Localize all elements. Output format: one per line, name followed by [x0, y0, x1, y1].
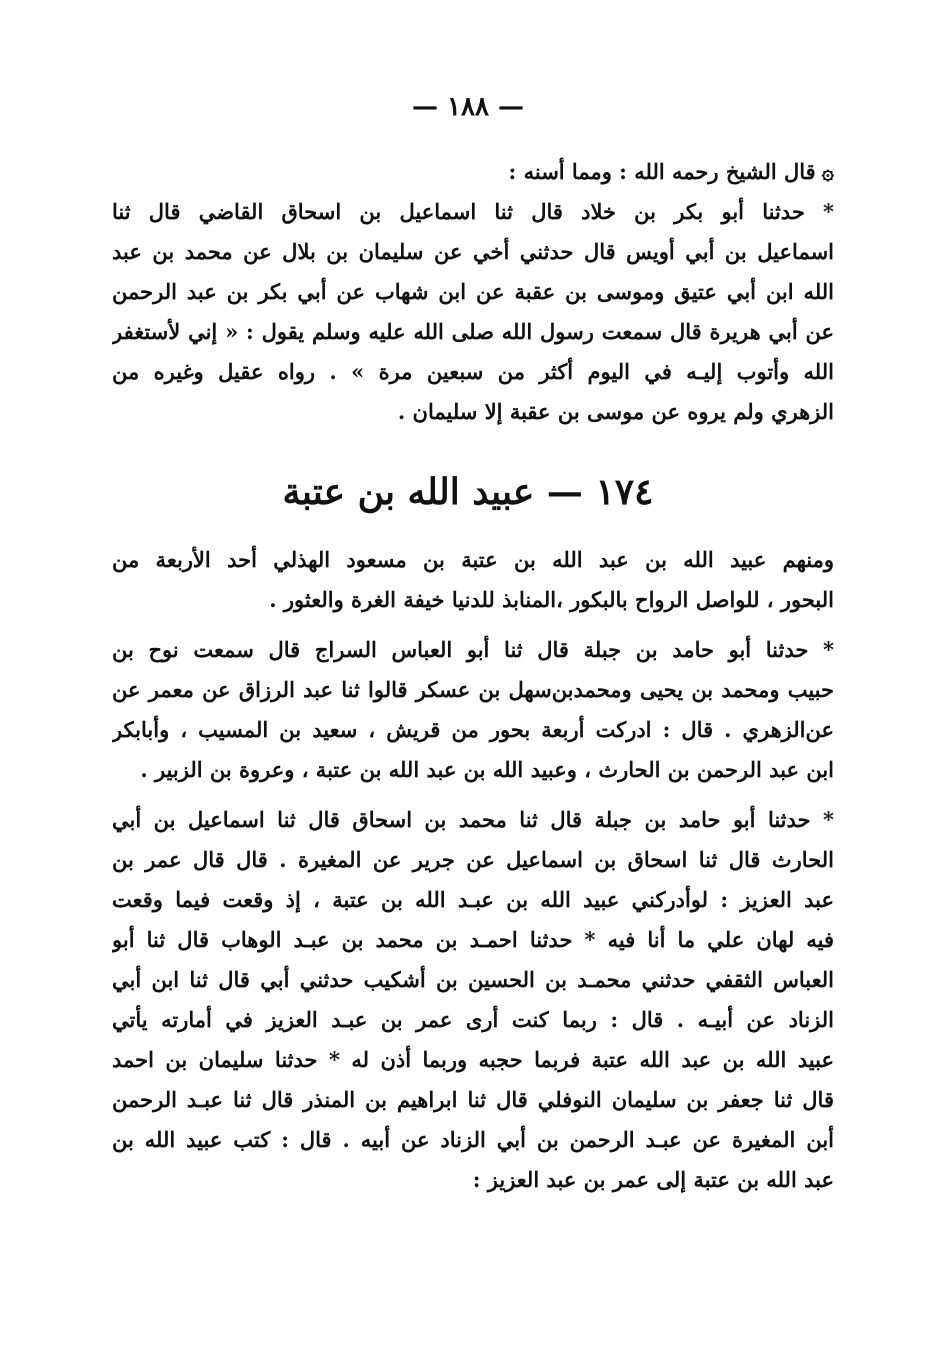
text-line: الزناد عن أبيـه . قال : ربما كنت أرى عمر بن عبـد العزيز في أمارته يأتي [112, 1007, 834, 1032]
section-heading: ١٧٤ — عبيد الله بن عتبة [282, 471, 654, 513]
text-line: الله وأتوب إليـه في اليوم أكثر من سبعين مرة » . رواه عقيل وغيره من [112, 359, 834, 384]
text-line: ومنهم عبيد الله بن عبد الله بن عتبة بن مسعود الهذلي أحد الأربعة من [112, 547, 834, 572]
text-line: أبن المغيرة عن عبـد الرحمن بن أبي الزناد عن أبيه . قال : كتب عبيد الله بن [112, 1127, 834, 1152]
text-line: عن أبي هريرة قال سمعت رسول الله صلى الله عليه وسلم يقول : « إني لأستغفر [112, 319, 834, 344]
text-line: قال ثنا جعفر بن سليمان النوفلي قال ثنا ابراهيم بن المنذر قال ثنا عبـد الرحمن [112, 1087, 834, 1112]
intro-text: قال الشيخ رحمه الله : ومما أسنه : [508, 159, 816, 184]
text-line: البحور ، للواصل الرواح بالبكور ،المنابذ للدنيا خيفة الغرة والعثور . [269, 587, 834, 612]
text-line: عن‌الزهري . قال : ادركت أربعة بحور من قريش ، سعيد بن المسيب ، وأبابكر [112, 717, 834, 742]
text-line: الزهري ولم يروه عن موسى بن عقبة إلا سليمان . [397, 399, 834, 424]
paragraph-hadith-3 [112, 800, 834, 1200]
text-line: عبد الله بن عتبة إلى عمر بن عبد العزيز : [472, 1167, 834, 1192]
intro-line [112, 152, 834, 192]
text-line: * حدثنا أبو بكر بن خلاد قال ثنا اسماعيل بن اسحاق القاضي قال ثنا [112, 199, 834, 224]
paragraph-hadith-1 [112, 192, 834, 432]
text-line: حبيب ومحمد بن يحيى ومحمدبن‌سهل بن عسكر قالوا ثنا عبد الرزاق عن معمر عن [112, 677, 834, 702]
intro-text-line [112, 152, 834, 192]
text-line: * حدثنا أبو حامد بن جبلة قال ثنا محمد بن اسحاق قال ثنا اسماعيل بن أبي [112, 807, 834, 832]
text-line: فيه لهان علي ما أنا فيه * حدثنا احمـد بن محمد بن عبـد الوهاب قال ثنا أبو [112, 927, 834, 952]
text-line: الله ابن أبي عتيق وموسى بن عقبة عن ابن شهاب عن أبي بكر بن عبد الرحمن [112, 279, 834, 304]
text-line: العباس الثقفي حدثني محمـد بن الحسين بن أشكيب حدثني أبي قال ثنا ابن أبي [112, 967, 834, 992]
text-line: * حدثنا أبو حامد بن جبلة قال ثنا أبو العباس السراج قال سمعت نوح بن [112, 637, 834, 662]
page-number: — ١٨٨ — [411, 92, 525, 122]
text-line: عبيد الله بن عبد الله عتبة فربما حجبه وربما أذن له * حدثنا سليمان بن احمد [112, 1047, 834, 1072]
text-line: ابن عبد الرحمن بن الحارث ، وعبيد الله بن عبد الله بن عتبة ، وعروة بن الزبير . [140, 757, 834, 782]
text-line: الحارث قال ثنا اسحاق بن اسماعيل عن جرير عن المغيرة . قال قال عمر بن [112, 847, 834, 872]
paragraph-hadith-2 [112, 630, 834, 790]
paragraph-biography [112, 540, 834, 620]
text-line: عبد العزيز : لوأدركني عبيد الله بن عبـد الله بن عتبة ، إذ وقعت فيما وقعت [112, 887, 834, 912]
text-line: اسماعيل بن أبي أويس قال حدثني أخي عن سليمان بن بلال عن محمد بن عبد [112, 239, 834, 264]
ornament-icon: ۞ [821, 159, 834, 184]
